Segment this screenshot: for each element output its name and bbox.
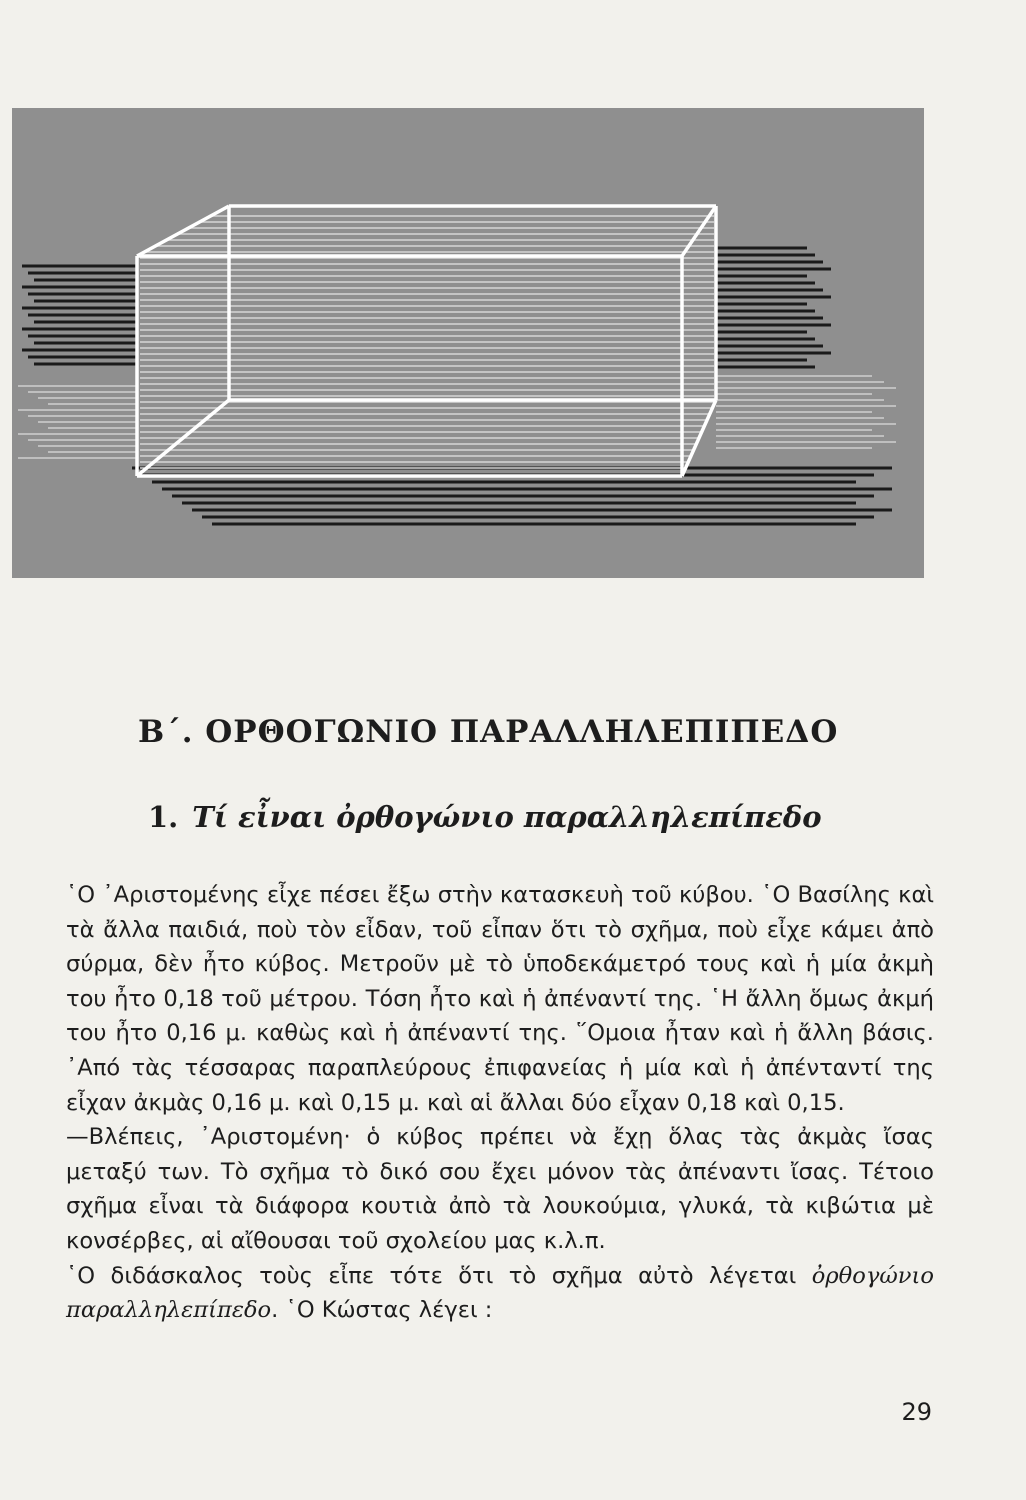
paragraph-3: [66, 1259, 934, 1328]
defined-term: ὀρθογώνιο παραλληλεπίπεδο: [66, 1262, 934, 1324]
top-right-depth-edge: [682, 206, 716, 256]
page-number: 29: [901, 1398, 932, 1426]
paragraph-2: —Βλέπεις, ᾽Αριστομένη· ὁ κύβος πρέπει νὰ ἔχῃ ὅλας τὰς ἀκμὰς ἴσας μεταξύ των. Τὸ σχῆμα τὸ δικό σου ἔχει μόνον τὰς ἀπέναντι ἴσας. Τέτοιο σχῆμα εἶναι τὰ διάφορα κουτιὰ ἀπὸ τὰ λουκούμια, γλυκά, τὰ κιβώτια μὲ κονσέρβες, αἱ αἴθουσαι τοῦ σχολείου μας κ.λ.π.: [66, 1124, 934, 1254]
section-heading: [148, 800, 822, 834]
body-text: [66, 878, 934, 1328]
box-illustration: [12, 108, 924, 578]
top-left-depth-edge: [137, 206, 229, 256]
closing-text-after: . ῾Ο Κώστας λέγει :: [271, 1297, 493, 1324]
chapter-title: Β΄. ΟΡΘΟΓΩΝΙΟ ΠΑΡΑΛΛΗΛΕΠΙΠΕΔΟ: [138, 714, 839, 750]
section-title: Τί εἶναι ὀρθογώνιο παραλληλεπίπεδο: [192, 800, 822, 834]
section-number: 1.: [148, 800, 179, 834]
paragraph-1: ῾Ο ᾽Αριστομένης εἶχε πέσει ἔξω στὴν κατασκευὴ τοῦ κύβου. ῾Ο Βασίλης καὶ τὰ ἄλλα παιδιά, ποὺ τὸν εἶδαν, τοῦ εἶπαν ὅτι τὸ σχῆμα, ποὺ εἶχε κάμει ἀπὸ σύρμα, δὲν ἦτο κύβος. Μετροῦν μὲ τὸ ὑποδεκάμετρό τους καὶ ἡ μία ἀκμὴ του ἦτο 0,18 τοῦ μέτρου. Τόση ἦτο καὶ ἡ ἀπέναντί της. ῾Η ἄλλη ὅμως ἀκμή του ἦτο 0,16 μ. καθὼς καὶ ἡ ἀπέναντί της. ῞Ομοια ἦταν καὶ ἡ ἄλλη βάσις. ᾽Από τὰς τέσσαρας παραπλεύρους ἐπιφανείας ἡ μία καὶ ἡ ἀπένταντί της εἶχαν ἀκμὰς 0,16 μ. καὶ 0,15 μ. καὶ αἱ ἄλλαι δύο εἶχαν 0,18 καὶ 0,15.: [66, 882, 934, 1116]
closing-text-before: ῾Ο διδάσκαλος τοὺς εἶπε τότε ὅτι τὸ σχῆμα αὐτὸ λέγεται: [66, 1262, 812, 1289]
parallelepiped-drawing: [12, 108, 924, 578]
hatch-lines: [18, 216, 896, 524]
